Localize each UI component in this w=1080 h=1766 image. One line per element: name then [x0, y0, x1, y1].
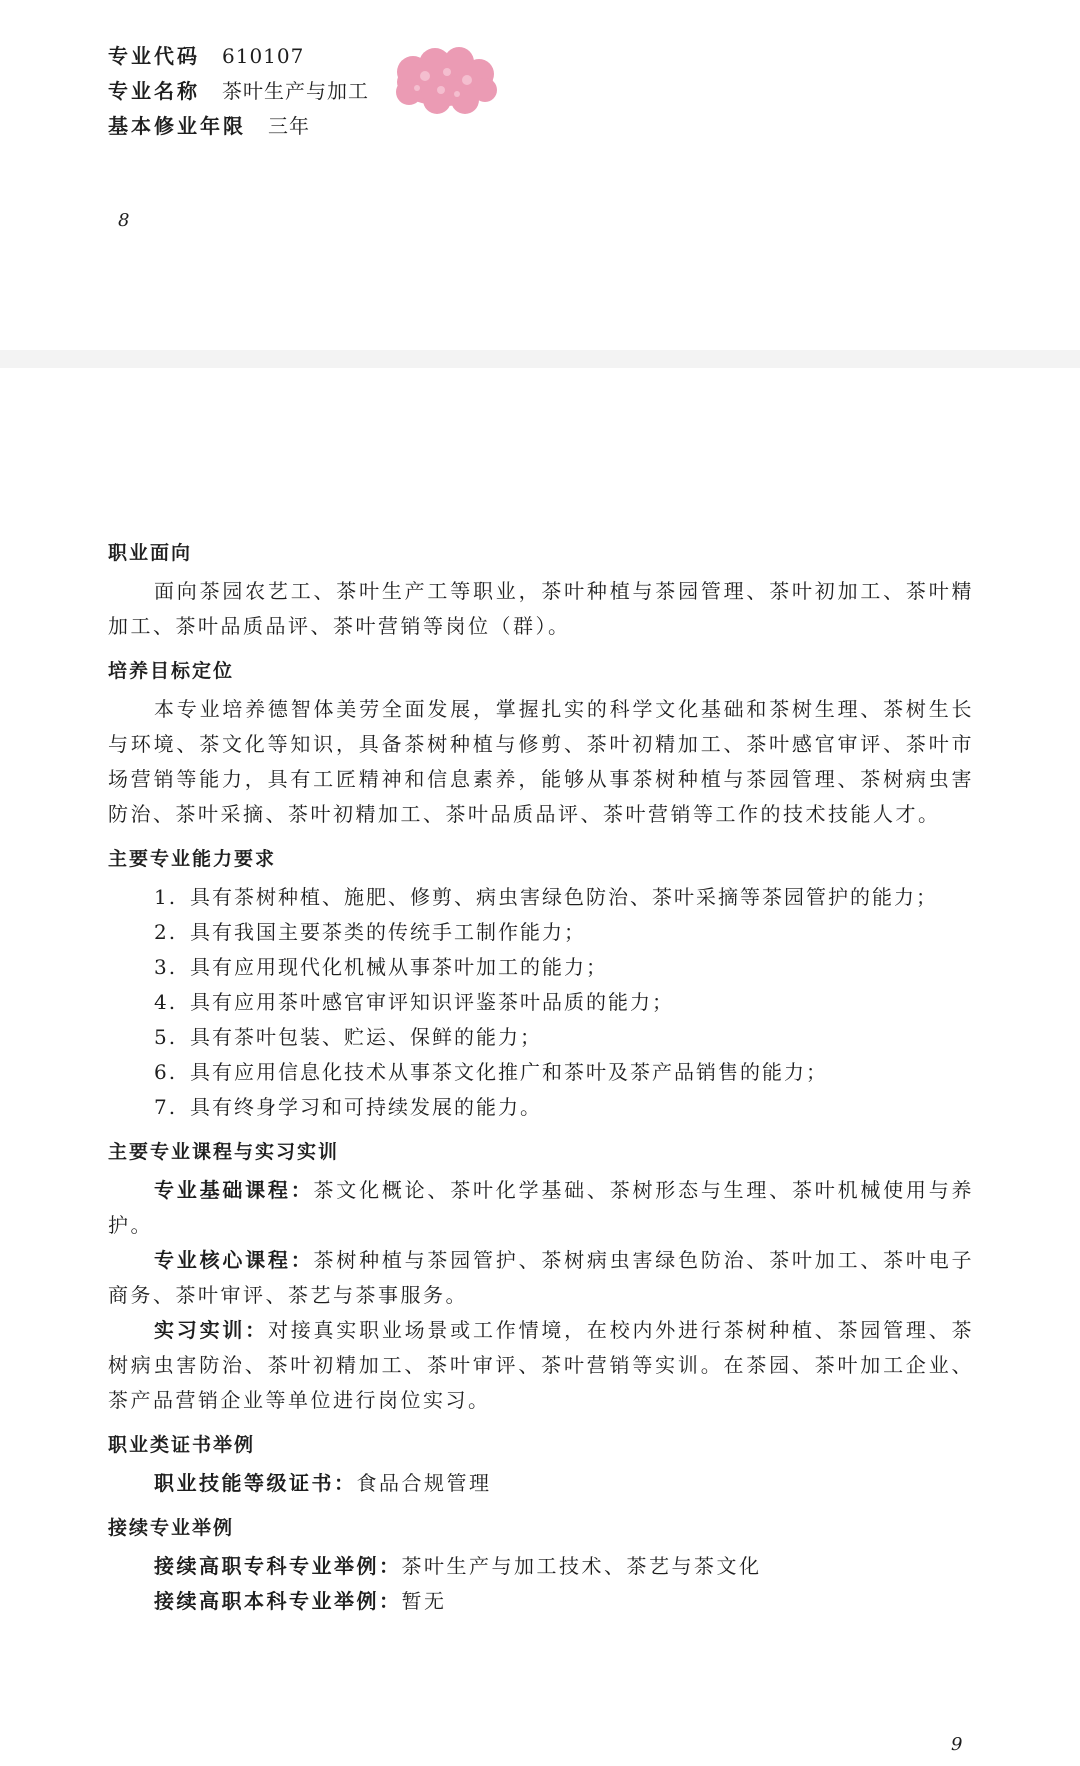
career-heading: 职业面向 — [108, 542, 193, 564]
major-code-value: 610107 — [222, 44, 305, 68]
section-courses — [108, 1139, 974, 1418]
major-name-row — [108, 79, 369, 103]
major-code-row — [108, 44, 304, 68]
list-item: 5. 具有茶叶包装、贮运、保鲜的能力； — [154, 1025, 542, 1049]
bachelor-continuation: 接续高职本科专业举例：暂无 — [154, 1589, 447, 1613]
section-abilities — [108, 846, 974, 1125]
certificate-item: 职业技能等级证书：食品合规管理 — [154, 1471, 492, 1495]
page-separator — [0, 350, 1080, 368]
pink-seal-stamp-icon — [385, 46, 505, 116]
abilities-heading: 主要专业能力要求 — [108, 848, 277, 870]
major-code-label: 专业代码 — [108, 44, 200, 68]
courses-heading: 主要专业课程与实习实训 — [108, 1141, 340, 1163]
top-page — [0, 0, 1080, 350]
basic-courses: 专业基础课程：茶文化概论、茶叶化学基础、茶树形态与生理、茶叶机械使用与养护。 — [108, 1178, 974, 1237]
study-duration-value: 三年 — [268, 114, 310, 138]
college-continuation: 接续高职专科专业举例：茶叶生产与加工技术、茶艺与茶文化 — [154, 1554, 762, 1578]
major-name-label: 专业名称 — [108, 79, 200, 103]
core-courses: 专业核心课程：茶树种植与茶园管护、茶树病虫害绿色防治、茶叶加工、茶叶电子商务、茶叶审评、茶艺与茶事服务。 — [108, 1248, 974, 1307]
continuation-heading: 接续专业举例 — [108, 1517, 235, 1539]
list-item: 1. 具有茶树种植、施肥、修剪、病虫害绿色防治、茶叶采摘等茶园管护的能力； — [154, 885, 938, 909]
section-certificates — [108, 1432, 974, 1501]
page-number-bottom: 9 — [951, 1734, 963, 1755]
career-text: 面向茶园农艺工、茶叶生产工等职业，茶叶种植与茶园管理、茶叶初加工、茶叶精加工、茶叶品质品评、茶叶营销等岗位（群）。 — [108, 579, 974, 638]
list-item: 3. 具有应用现代化机械从事茶叶加工的能力； — [154, 955, 608, 979]
list-item: 6. 具有应用信息化技术从事茶文化推广和茶叶及茶产品销售的能力； — [154, 1060, 828, 1084]
goal-text: 本专业培养德智体美劳全面发展，掌握扎实的科学文化基础和茶树生理、茶树生长与环境、茶文化等知识，具备茶树种植与修剪、茶叶初精加工、茶叶感官审评、茶叶市场营销等能力，具有工匠精神和信息素养，能够从事茶树种植与茶园管理、茶树病虫害防治、茶叶采摘、茶叶初精加工、茶叶品质品评、茶叶营销等工作的技术技能人才。 — [108, 697, 974, 826]
abilities-list — [108, 880, 974, 1125]
goal-heading: 培养目标定位 — [108, 660, 235, 682]
major-description — [108, 540, 974, 1631]
section-goal — [108, 658, 974, 832]
list-item: 7. 具有终身学习和可持续发展的能力。 — [154, 1095, 542, 1119]
page-number-top: 8 — [118, 210, 130, 231]
practice-training: 实习实训：对接真实职业场景或工作情境，在校内外进行茶树种植、茶园管理、茶树病虫害防治、茶叶初精加工、茶叶审评、茶叶营销等实训。在茶园、茶叶加工企业、茶产品营销企业等单位进行岗位实习。 — [108, 1318, 975, 1412]
list-item: 4. 具有应用茶叶感官审评知识评鉴茶叶品质的能力； — [154, 990, 674, 1014]
certificates-heading: 职业类证书举例 — [108, 1434, 256, 1456]
study-duration-label: 基本修业年限 — [108, 114, 246, 138]
section-career — [108, 540, 974, 644]
list-item: 2. 具有我国主要茶类的传统手工制作能力； — [154, 920, 586, 944]
major-name-value: 茶叶生产与加工 — [222, 79, 369, 103]
study-duration-row — [108, 114, 310, 138]
section-continuation — [108, 1515, 974, 1619]
